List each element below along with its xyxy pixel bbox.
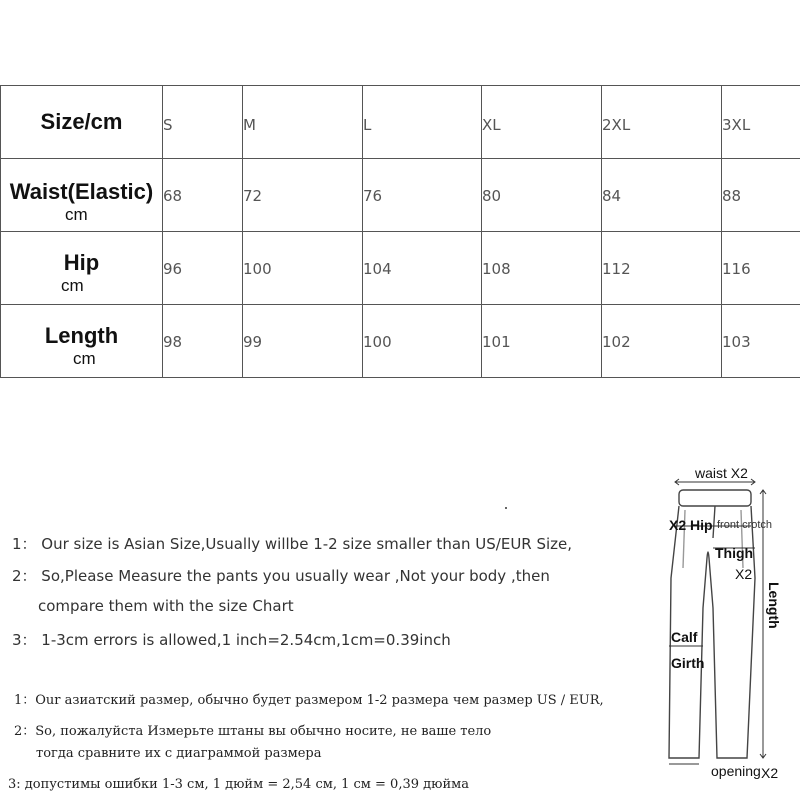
size-cell xyxy=(363,86,482,159)
opening-x2-label: X2 xyxy=(761,765,779,781)
opening-label: opening xyxy=(711,763,761,779)
cell-value: 96 xyxy=(163,260,183,278)
cell-value: 68 xyxy=(163,187,183,205)
size-cell xyxy=(243,86,363,159)
note-en-3: 3： 1-3cm errors is allowed,1 inch=2.54cm,1cm=0.39inch xyxy=(12,631,451,649)
table-cell xyxy=(243,232,363,305)
note-ru-2: 2：So, пожалуйста Измерьте штаны вы обычно носите, не ваше тело xyxy=(14,724,492,739)
size-label: M xyxy=(243,116,256,134)
cell-value: 100 xyxy=(363,333,392,351)
size-header-cell xyxy=(1,86,163,159)
table-cell xyxy=(243,159,363,232)
table-cell xyxy=(243,305,363,378)
thigh-x2-label: X2 xyxy=(735,566,753,582)
length-label: Length xyxy=(766,582,782,629)
table-cell xyxy=(363,159,482,232)
front-crotch-label: front crotch xyxy=(717,519,773,531)
cell-value: 72 xyxy=(243,187,263,205)
cell-value: 100 xyxy=(243,260,272,278)
size-label: S xyxy=(163,116,173,134)
table-cell xyxy=(363,305,482,378)
table-cell xyxy=(163,159,243,232)
waist-label-cell xyxy=(1,159,163,232)
size-chart-table xyxy=(0,85,800,378)
size-cell xyxy=(722,86,800,159)
table-cell xyxy=(722,305,800,378)
table-cell xyxy=(482,159,602,232)
length-row xyxy=(1,305,800,378)
note-ru-1: 1：Our азиатский размер, обычно будет размером 1-2 размера чем размер US / EUR, xyxy=(14,693,604,708)
cell-value: 84 xyxy=(602,187,622,205)
cell-value: 102 xyxy=(602,333,631,351)
table-cell xyxy=(602,305,722,378)
calf-label: Calf xyxy=(671,629,698,645)
table-cell xyxy=(163,232,243,305)
table-cell xyxy=(722,159,800,232)
note-en-2-cont: compare them with the size Chart xyxy=(38,597,294,615)
waist-label: Waist(Elastic) xyxy=(9,179,154,204)
table-cell xyxy=(722,232,800,305)
size-cell xyxy=(482,86,602,159)
size-header-row xyxy=(1,86,800,159)
cell-value: 108 xyxy=(482,260,511,278)
waist-row xyxy=(1,159,800,232)
stray-dot xyxy=(505,507,507,509)
hip-label-cell xyxy=(1,232,163,305)
cell-value: 101 xyxy=(482,333,511,351)
table-cell xyxy=(363,232,482,305)
size-header-label: Size/cm xyxy=(40,109,123,134)
thigh-label: Thigh xyxy=(715,545,754,561)
cell-value: 80 xyxy=(482,187,502,205)
table-cell xyxy=(163,305,243,378)
cell-value: 112 xyxy=(602,260,631,278)
hip-label: Hip xyxy=(63,250,100,275)
hip-unit: cm xyxy=(61,276,84,295)
length-label: Length xyxy=(44,323,119,348)
table-cell xyxy=(602,159,722,232)
cell-value: 103 xyxy=(722,333,751,351)
cell-value: 116 xyxy=(722,260,751,278)
length-label-cell xyxy=(1,305,163,378)
waist-unit: cm xyxy=(65,205,88,224)
note-en-1: 1： Our size is Asian Size,Usually willbe 1-2 size smaller than US/EUR Size, xyxy=(12,535,573,553)
hip-row xyxy=(1,232,800,305)
cell-value: 98 xyxy=(163,333,183,351)
table-cell xyxy=(482,305,602,378)
note-ru-2-cont: тогда сравните их с диаграммой размера xyxy=(36,746,322,761)
waist-label: waist X2 xyxy=(695,465,748,481)
cell-value: 104 xyxy=(363,260,392,278)
size-label: 2XL xyxy=(602,116,631,134)
pants-measurement-diagram xyxy=(655,458,795,790)
size-cell xyxy=(163,86,243,159)
size-label: 3XL xyxy=(722,116,751,134)
note-en-2: 2： So,Please Measure the pants you usually wear ,Not your body ,then xyxy=(12,567,550,585)
size-label: XL xyxy=(482,116,501,134)
size-cell xyxy=(602,86,722,159)
table-cell xyxy=(602,232,722,305)
length-unit: cm xyxy=(73,349,96,368)
cell-value: 88 xyxy=(722,187,742,205)
size-label: L xyxy=(363,116,372,134)
cell-value: 99 xyxy=(243,333,263,351)
girth-label: Girth xyxy=(671,655,705,671)
note-ru-3: 3: допустимы ошибки 1-3 см, 1 дюйм = 2,54 см, 1 см = 0,39 дюйма xyxy=(8,777,469,792)
table-cell xyxy=(482,232,602,305)
hip-label: X2 Hip xyxy=(669,517,713,533)
cell-value: 76 xyxy=(363,187,383,205)
